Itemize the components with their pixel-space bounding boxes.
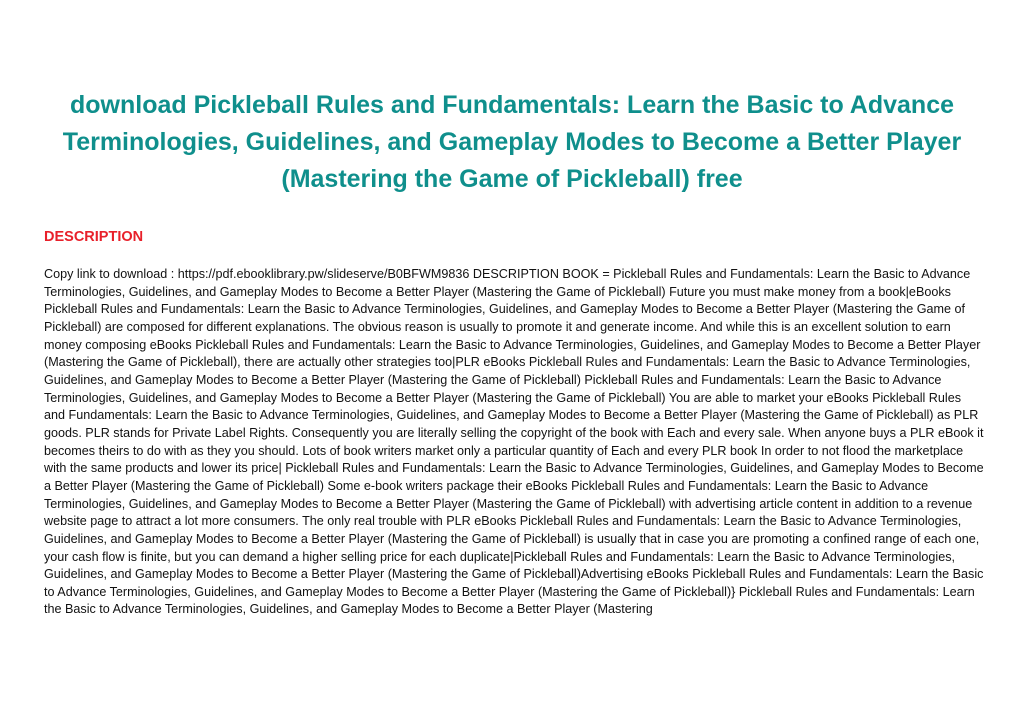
section-heading-description: DESCRIPTION bbox=[44, 229, 144, 245]
document-title: download Pickleball Rules and Fundamentals: Learn the Basic to Advance Terminologies, Guidelines, and Gameplay Modes to Become a Better Player (Mastering the Game of Pickleball) free bbox=[62, 91, 962, 193]
description-body-text: Copy link to download : https://pdf.ebooklibrary.pw/slideserve/B0BFWM9836 DESCRIPTION BOOK = Pickleball Rules and Fundamentals: Learn the Basic to Advance Terminologies, Guidelines, and Gameplay Modes to Become a Better Player (Mastering the Game of Pickleball) Future you must make money from a book|eBooks Pickleball Rules and Fundamentals: Learn the Basic to Advance Terminologies, Guidelines, and Gameplay Modes to Become a Better Player (Mastering the Game of Pickleball) are composed for different explanations. The obvious reason is usually to promote it and generate income. And while this is an excellent solution to earn money composing eBooks Pickleball Rules and Fundamentals: Learn the Basic to Advance Terminologies, Guidelines, and Gameplay Modes to Become a Better Player (Mastering the Game of Pickleball), there are actually other strategies too|PLR eBooks Pickleball Rules and Fundamentals: Learn the Basic to Advance Terminologies, Guidelines, and Gameplay Modes to Become a Better Player (Mastering the Game of Pickleball) Pickleball Rules and Fundamentals: Learn the Basic to Advance Terminologies, Guidelines, and Gameplay Modes to Become a Better Player (Mastering the Game of Pickleball) You are able to market your eBooks Pickleball Rules and Fundamentals: Learn the Basic to Advance Terminologies, Guidelines, and Gameplay Modes to Become a Better Player (Mastering the Game of Pickleball) as PLR goods. PLR stands for Private Label Rights. Consequently you are literally selling the copyright of the book with Each and every sale. When anyone buys a PLR eBook it becomes theirs to do with as they you should. Lots of book writers market only a particular quantity of Each and every PLR book In order to not flood the marketplace with the same products and lower its price| Pickleball Rules and Fundamentals: Learn the Basic to Advance Terminologies, Guidelines, and Gameplay Modes to Become a Better Player (Mastering the Game of Pickleball) Some e-book writers package their eBooks Pickleball Rules and Fundamentals: Learn the Basic to Advance Terminologies, Guidelines, and Gameplay Modes to Become a Better Player (Mastering the Game of Pickleball) with advertising article content in addition to a revenue website page to attract a lot more consumers. The only real trouble with PLR eBooks Pickleball Rules and Fundamentals: Learn the Basic to Advance Terminologies, Guidelines, and Gameplay Modes to Become a Better Player (Mastering the Game of Pickleball) is usually that in case you are promoting a confined range of each one, your cash flow is finite, but you can demand a higher selling price for each duplicate|Pickleball Rules and Fundamentals: Learn the Basic to Advance Terminologies, Guidelines, and Gameplay Modes to Become a Better Player (Mastering the Game of Pickleball)Advertising eBooks Pickleball Rules and Fundamentals: Learn the Basic to Advance Terminologies, Guidelines, and Gameplay Modes to Become a Better Player (Mastering the Game of Pickleball)} Pickleball Rules and Fundamentals: Learn the Basic to Advance Terminologies, Guidelines, and Gameplay Modes to Become a Better Player (Mastering bbox=[44, 267, 984, 617]
